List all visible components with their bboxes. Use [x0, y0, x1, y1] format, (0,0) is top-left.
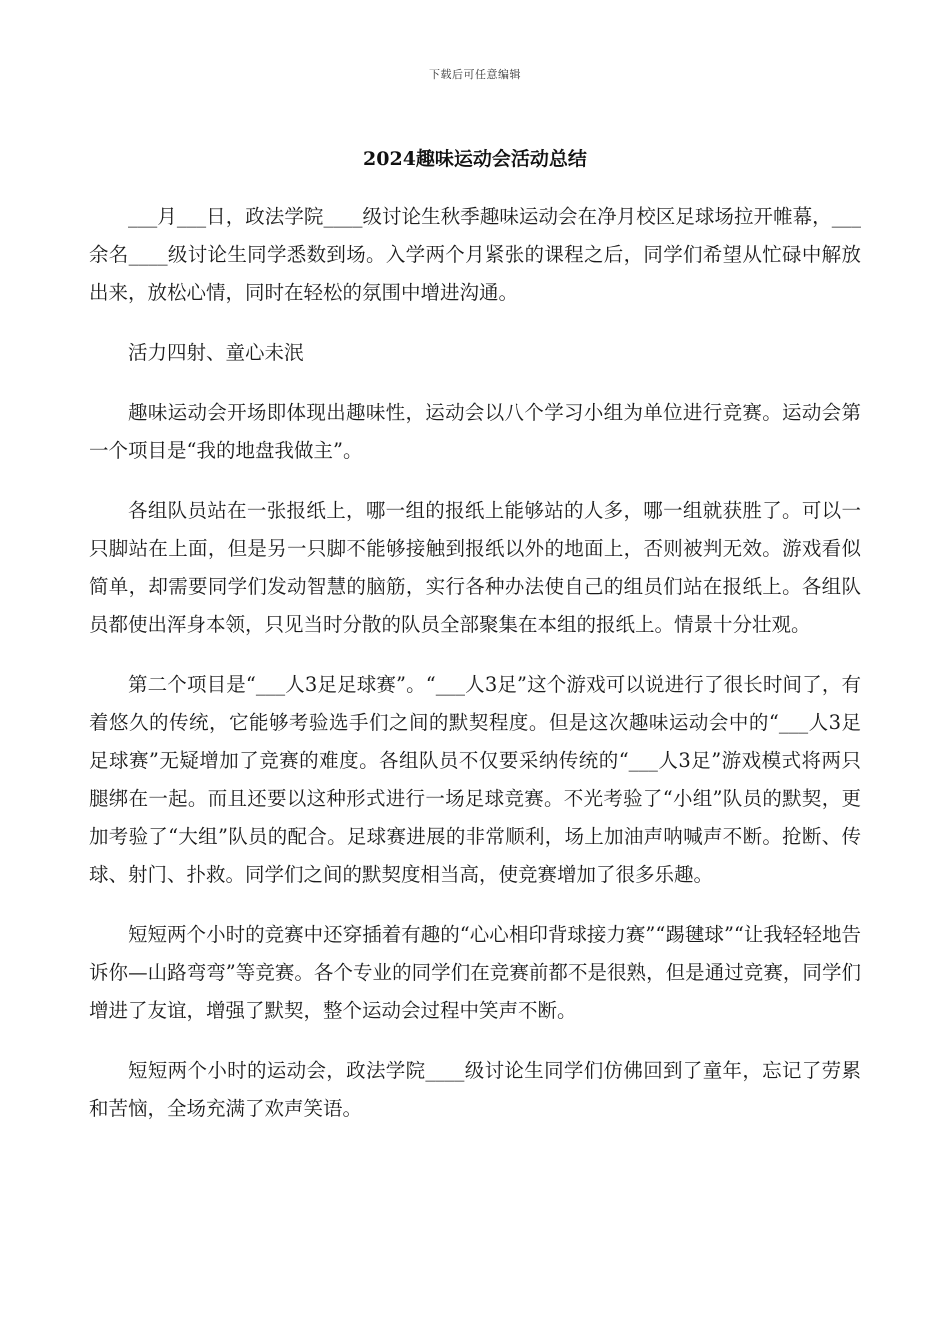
paragraph-conclusion: 短短两个小时的运动会，政法学院____级讨论生同学们仿佛回到了童年，忘记了劳累和苦恼，全场充满了欢声笑语。: [89, 1059, 861, 1120]
document-title: 2024趣味运动会活动总结: [363, 148, 587, 170]
paragraph-three-legged-football: 第二个项目是“___人3足足球赛”。“___人3足”这个游戏可以说进行了很长时间了，有着悠久的传统，它能够考验选手们之间的默契程度。但是这次趣味运动会中的“___人3足足球赛”无疑增加了竞赛的难度。各组队员不仅要采纳传统的“___人3足”游戏模式将两只腿绑在一起。而且还要以这种形式进行一场足球竞赛。不光考验了“小组”队员的默契，更加考验了“大组”队员的配合。足球赛进展的非常顺利，场上加油声呐喊声不断。抢断、传球、射门、扑救。同学们之间的默契度相当高，使竞赛增加了很多乐趣。: [89, 673, 861, 886]
document-body: [89, 198, 861, 1150]
paragraph-other-games: 短短两个小时的竞赛中还穿插着有趣的“心心相印背球接力赛”“踢毽球”“让我轻轻地告诉你—山路弯弯”等竞赛。各个专业的同学们在竞赛前都不是很熟，但是通过竞赛，同学们增进了友谊，增强了默契，整个运动会过程中笑声不断。: [89, 923, 861, 1022]
paragraph-intro: ___月___日，政法学院____级讨论生秋季趣味运动会在净月校区足球场拉开帷幕，___余名____级讨论生同学悉数到场。入学两个月紧张的课程之后，同学们希望从忙碌中解放出来，放松心情，同时在轻松的氛围中增进沟通。: [89, 205, 861, 304]
section-subheading: 活力四射、童心未泯: [128, 341, 304, 364]
paragraph-newspaper-game: 各组队员站在一张报纸上，哪一组的报纸上能够站的人多，哪一组就获胜了。可以一只脚站在上面，但是另一只脚不能够接触到报纸以外的地面上，否则被判无效。游戏看似简单，却需要同学们发动智慧的脑筋，实行各种办法使自己的组员们站在报纸上。各组队员都使出浑身本领，只见当时分散的队员全部聚集在本组的报纸上。情景十分壮观。: [89, 499, 861, 636]
paragraph-opening: 趣味运动会开场即体现出趣味性，运动会以八个学习小组为单位进行竞赛。运动会第一个项目是“我的地盘我做主”。: [89, 401, 861, 462]
header-note: 下载后可任意编辑: [429, 68, 521, 81]
